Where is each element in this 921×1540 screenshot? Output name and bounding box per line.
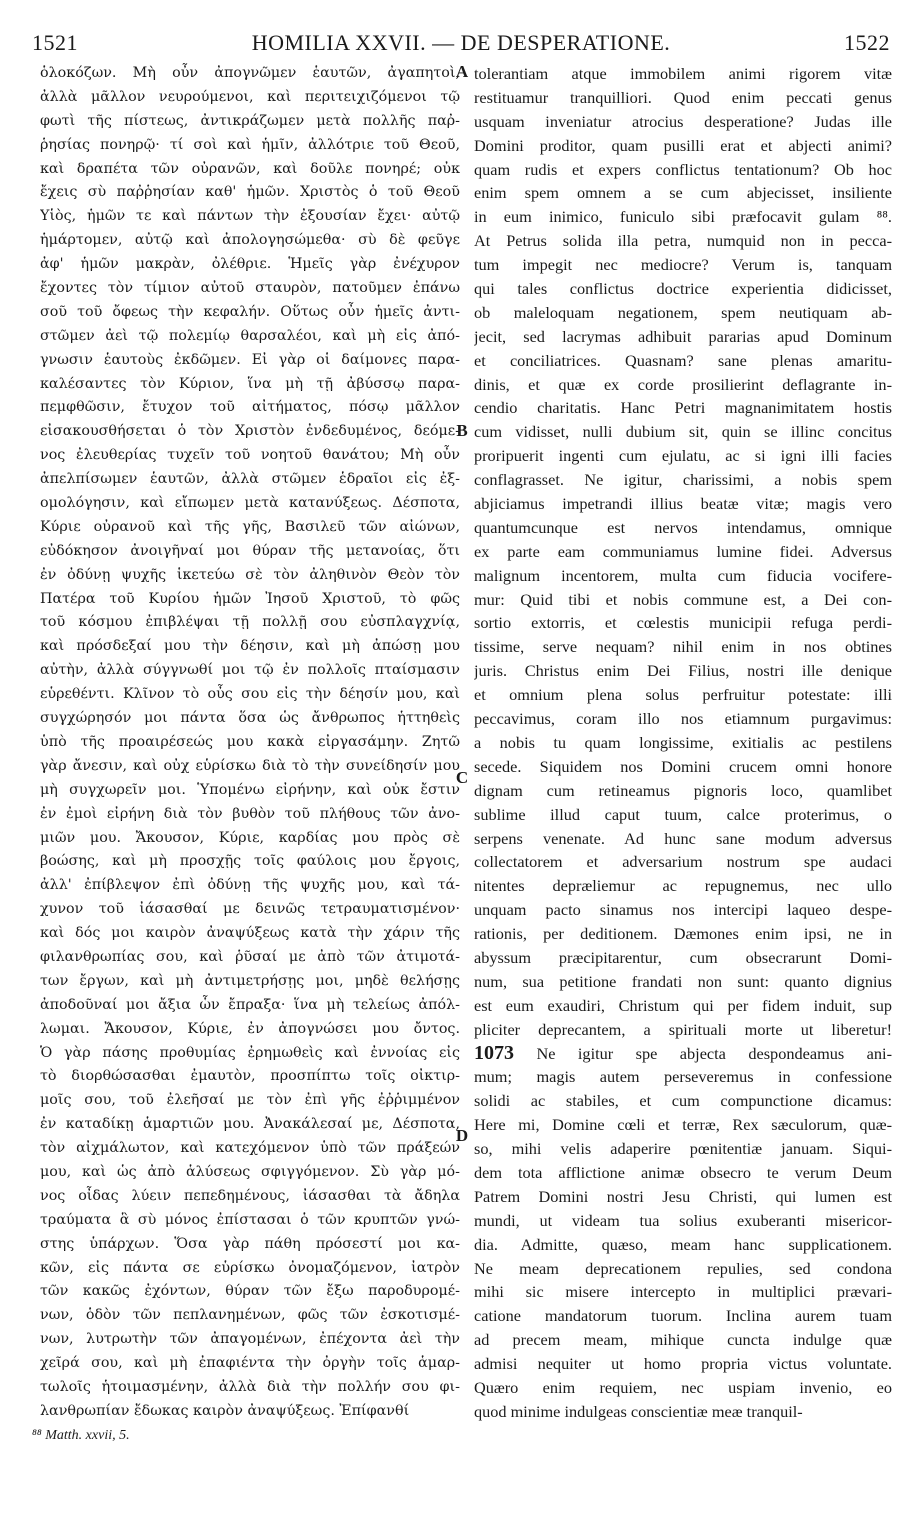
text-line: num, sua petitione frandati non sunt: quanto dignius bbox=[474, 971, 892, 991]
text-line: admisi nequiter ut homo propria victus voluntate. bbox=[474, 1354, 892, 1374]
text-line: tissime, serve nequam? nihil enim in nos obtines bbox=[474, 637, 892, 657]
text-line: σοῦ τοῦ ὄφεως τὴν κεφαλήν. Οὕτως οὖν ἡμεῖς ἀντι- bbox=[40, 303, 460, 320]
text-line: Patrem Domini nostri Jesu Christi, qui lumen est bbox=[474, 1186, 892, 1206]
text-line: ἔχεις σὺ παῤῥησίαν καθ' ἡμῶν. Χριστὸς ὁ τοῦ Θεοῦ bbox=[40, 184, 460, 201]
text-line: unquam pacto sinamus nos intercipi laqueo despe- bbox=[474, 900, 892, 920]
text-line: ἐν καταδίκῃ ἁμαρτιῶν μου. Ἀνακάλεσαί με, Δέσποτα, bbox=[40, 1116, 460, 1133]
text-line: αὐτὴν, ἀλλὰ σύγγνωθί μοι τῷ ἐν πολλοῖς πταίσμασιν bbox=[40, 662, 460, 679]
text-line: proripuerit ingenti cum ejulatu, ac si igni illi facies bbox=[474, 446, 892, 466]
text-line: Υἱὸς, ἡμῶν τε καὶ πάντων τὴν ἐξουσίαν ἔχει· αὐτῷ bbox=[40, 208, 460, 225]
text-line: συγχώρησόν μοι πάντα ὅσα ὡς ἄνθρωπος ἡττηθεὶς bbox=[40, 710, 460, 727]
text-line: των ἔργων, καὶ μὴ ἀντιμετρήσῃς μοι, μηδὲ θελήσῃς bbox=[40, 972, 460, 989]
text-line: καὶ δραπέτα τῶν οὐρανῶν, καὶ δοῦλε πονηρέ; οὐκ bbox=[40, 160, 460, 177]
text-line: τωλοῖς ἡτοιμασμένην, ἀλλὰ διὰ τὴν πολλήν σου φι- bbox=[40, 1378, 460, 1395]
text-line: ἀλλ' ἐπίβλεψον ἐπὶ ὀδύνῃ τῆς ψυχῆς μου, καὶ τά- bbox=[40, 877, 460, 894]
text-line: collectatorem et adversarium nostrum spe audaci bbox=[474, 852, 892, 872]
margin-letter-a: A bbox=[455, 62, 469, 81]
text-line: restituamur tranquilliori. Quod enim peccati genus bbox=[474, 87, 892, 107]
text-line: Ὁ γὰρ πάσης προθυμίας ἐρημωθεὶς καὶ ἐννοίας εἰς bbox=[40, 1044, 460, 1061]
text-line: quam rudis et expers conflictus tentationum? Ob hoc bbox=[474, 159, 892, 179]
text-line: μιῶν μου. Ἄκουσον, Κύριε, καρδίας μου πρὸς σὲ bbox=[40, 829, 460, 846]
text-line: mum; magis autem perseveremus in confessione bbox=[474, 1067, 892, 1087]
text-line: ἀπελπίσωμεν ἑαυτῶν, ἀλλὰ στῶμεν ἑδραῖοι εἰς ἐξ- bbox=[40, 471, 460, 488]
text-line: dignam cum retineamus pignoris loco, quamlibet bbox=[474, 780, 892, 800]
text-line: ἐν ὀδύνῃ ψυχῆς ἱκετεύω σὲ τὸν ἀληθινὸν Θεὸν τὸν bbox=[40, 566, 460, 583]
text-line: καὶ δός μοι καιρὸν ἀναψύξεως κατὰ τὴν χάριν τῆς bbox=[40, 925, 460, 942]
text-line: peccavimus, coram illo nos etiamnum purgavimus: bbox=[474, 709, 892, 729]
text-line: et omnium plena solus perfruitur potestate: illi bbox=[474, 685, 892, 705]
text-line: καλέσαντες τὸν Κύριον, ἵνα μὴ τῇ ἀβύσσῳ παρα- bbox=[40, 375, 460, 392]
text-line: φιλανθρωπίας σου, καὶ ῥῦσαί με ἀπὸ τῶν ἀτιμοτά- bbox=[40, 948, 460, 965]
text-line: καὶ πρόσδεξαί μου τὴν δέησιν, καὶ μὴ ἀπώσῃ μου bbox=[40, 638, 460, 655]
text-line: quantumcunque est nervos intendamus, omnique bbox=[474, 517, 892, 537]
text-line: catione mandatorum tuorum. Inclina aurem tuam bbox=[474, 1306, 892, 1326]
text-line: dia. Admitte, quæso, meam hanc supplicationem. bbox=[474, 1234, 892, 1254]
text-line: secede. Siquidem nos Domini crucem omni honore bbox=[474, 756, 892, 776]
text-line: juris. Christus enim Dei Filius, nostri ille denique bbox=[474, 661, 892, 681]
text-line: Ne meam deprecationem repulies, sed condona bbox=[474, 1258, 892, 1278]
text-line: βοώσης, καὶ μὴ προσχῇς τοῖς φαύλοις μου ἔργοις, bbox=[40, 853, 460, 870]
text-line: cendio charitatis. Hanc Petri magnanimitatem hostis bbox=[474, 398, 892, 418]
text-line: εἰσακουσθήσεται ὁ τὸν Χριστὸν ἐνδεδυμένος, δεόμε- bbox=[40, 423, 460, 440]
text-line: χεῖρά σου, καὶ μὴ ἐπαφιέντα τὴν ὀργὴν τοῖς ἁμαρ- bbox=[40, 1355, 460, 1372]
text-line: ῥησίας πονηρῷ· τί σοὶ καὶ ἡμῖν, ἀλλότριε τοῦ Θεοῦ, bbox=[40, 136, 460, 153]
text-line: τὸν αἰχμάλωτον, καὶ κατεχόμενον ὑπὸ τῶν πράξεών bbox=[40, 1140, 460, 1157]
text-line: κῶν, εἰς πάντα σε εὑρίσκω ὀνομαζόμενον, ἰατρὸν bbox=[40, 1259, 460, 1276]
text-line: ex parte eam communiamus lumine fidei. Adversus bbox=[474, 541, 892, 561]
text-line: νος ἐλευθερίας τυχεῖν τοῦ νοητοῦ θανάτου; Μὴ οὖν bbox=[40, 447, 460, 464]
text-line: usquam inveniatur atrocius desperatione? Judas ille bbox=[474, 111, 892, 131]
text-line: γὰρ ἄνεσιν, καὶ οὐχ εὑρίσκω διὰ τὸ τὴν συνείδησίν μου bbox=[40, 757, 460, 774]
text-line: γνωσιν ἑαυτοὺς ἐκδῶμεν. Εἰ γὰρ οἱ δαίμονες παρα- bbox=[40, 351, 460, 368]
column-number: 1073 bbox=[474, 1041, 514, 1064]
text-line: nitentes depræliemur ac repugnemus, nec ullo bbox=[474, 876, 892, 896]
text-line: mur: Quid tibi et nobis commune est, a Dei con- bbox=[474, 589, 892, 609]
margin-letter-c: C bbox=[455, 768, 469, 787]
greek-column bbox=[40, 62, 460, 1424]
margin-letter-b: B bbox=[456, 421, 468, 440]
text-line: 1073 Ne igitur spe abjecta despondeamus ani- bbox=[474, 1041, 892, 1064]
text-line: malignum incentorem, multa cum fiducia vocifere- bbox=[474, 565, 892, 585]
text-line: τὸ διορθώσασθαι ἐμαυτὸν, προσπίπτω τοῖς οἰκτιρ- bbox=[40, 1068, 460, 1085]
text-line: μου, καὶ ὡς ἀπὸ ἁλύσεως σφιγγόμενον. Σὺ γὰρ μό- bbox=[40, 1163, 460, 1180]
text-line: enim spem omnem a se cum abjecisset, insiliente bbox=[474, 183, 892, 203]
text-line: abyssum præcipitarentur, cum obsecrarunt Domi- bbox=[474, 947, 892, 967]
text-line: ob maleloquam negationem, spem neutiquam ab- bbox=[474, 302, 892, 322]
text-line: cum vidisset, nulli dubium sit, quin se illinc concitus bbox=[474, 422, 892, 442]
text-line: ἀφ' ἡμῶν μακρὰν, ὀλέθριε. Ἡμεῖς γὰρ ἐνέχυρον bbox=[40, 256, 460, 273]
text-line: εὐδόκησον ἀνοιγῆναί μοι θύραν τῆς μετανοίας, ὅτι bbox=[40, 542, 460, 559]
text-line: ομολόγησιν, καὶ εἴπωμεν μετὰ κατανύξεως. Δέσποτα, bbox=[40, 495, 460, 512]
text-line: τῶν κακῶς ἐχόντων, θύραν τῶν ἔξω παροδυρομέ- bbox=[40, 1283, 460, 1300]
text-line: At Petrus solida illa petra, numquid non in pecca- bbox=[474, 231, 892, 251]
text-line: jecit, sed lacrymas adhibuit pararias apud Dominum bbox=[474, 326, 892, 346]
text-line: τραύματα ἃ σὺ μόνος ἐπίστασαι ὁ τῶν κρυπτῶν γνώ- bbox=[40, 1211, 460, 1228]
text-line: dinis, et quæ ex corde prosilierint deflagrante in- bbox=[474, 374, 892, 394]
text-line: εὑρεθέντι. Κλῖνον τὸ οὖς σου εἰς τὴν δέησίν μου, καὶ bbox=[40, 686, 460, 703]
text-line: rationis, per deditionem. Dæmones enim ipsi, ne in bbox=[474, 924, 892, 944]
text-line: et conciliatrices. Quasnam? sane plenas amaritu- bbox=[474, 350, 892, 370]
margin-letter-d: D bbox=[455, 1126, 469, 1145]
footnote: ⁸⁸ Matth. xxvii, 5. bbox=[32, 1428, 130, 1443]
text-line: dem tota afflictione animæ obsecro te verum Deum bbox=[474, 1162, 892, 1182]
text-line: ὑπὸ τῆς προαιρέσεώς μου κακὰ εἰργασάμην. Ζητῶ bbox=[40, 733, 460, 750]
text-line: so, mihi velis adaperire pœnitentiæ januam. Siqui- bbox=[474, 1139, 892, 1159]
text-line: στης ὑπάρχων. Ὅσα γὰρ πάθη πρόσεστί μοι κα- bbox=[40, 1235, 460, 1252]
text-line: solidi ac stabiles, et cum compunctione dicamus: bbox=[474, 1091, 892, 1111]
text-line: ἔχοντες τὸν τίμιον αὐτοῦ σταυρὸν, πατοῦμεν ἐπάνω bbox=[40, 280, 460, 297]
text-line: λανθρωπίαν ἔδωκας καιρὸν ἀναψύξεως. Ἐπίφανθί bbox=[40, 1402, 410, 1419]
text-line: μοῖς σου, τοῦ ἐλεῆσαί με τὸν ἐπὶ γῆς ἐῤῥιμμένον bbox=[40, 1092, 460, 1109]
text-line: est eum exaudiri, Christum qui per fidem induit, sup bbox=[474, 995, 892, 1015]
text-line: ἐν ἐμοὶ εἰρήνη διὰ τὸν βυθὸν τοῦ πλήθους τῶν ἀνο- bbox=[40, 805, 460, 822]
text-line: sortio extorris, et cœlestis municipii refuga perdi- bbox=[474, 613, 892, 633]
text-line: νων, λυτρωτὴν τῶν ἀπαγομένων, ἐπέχοντα ἀεὶ τὴν bbox=[40, 1331, 460, 1348]
text-line: in eum inimico, funiculo sibi præfocavit gulam ⁸⁸. bbox=[474, 207, 892, 227]
text-line: νων, ὁδὸν τῶν πεπλανημένων, φῶς τῶν ἐσκοτισμέ- bbox=[40, 1307, 460, 1324]
text-line: a nobis tu quam longissime, exitialis ac pestilens bbox=[474, 732, 892, 752]
text-line: abjiciamus impetrandi illius beatæ vitæ; magis vero bbox=[474, 494, 892, 514]
text-line: Quæro enim requiem, nec uspiam invenio, eo bbox=[474, 1377, 892, 1397]
text-line: Here mi, Domine cœli et terræ, Rex sæculorum, quæ- bbox=[474, 1115, 892, 1135]
text-line: mihi sic misere intercepto in multiplici prævari- bbox=[474, 1282, 892, 1302]
text-line: pliciter deprecantem, a spirituali morte ut liberetur! bbox=[474, 1019, 892, 1039]
text-line: tum impegit nec mediocre? Verum is, tanquam bbox=[474, 255, 892, 275]
text-line: μὴ συγχωρεῖν μοι. Ὑπομένω εἰρήνην, καὶ οὐκ ἔστιν bbox=[40, 781, 460, 798]
text-line: στῶμεν ἀεὶ τῷ πολεμίῳ θαρσαλέοι, καὶ μὴ εἰς ἀπό- bbox=[40, 327, 460, 344]
text-line: πεμφθῶσιν, ἔτυχον τοῦ αἰτήματος, πόσῳ μᾶλλον bbox=[40, 399, 460, 416]
text-line: serpens venenate. Ad hunc sane modum adversus bbox=[474, 828, 892, 848]
text-line: mundi, ut videam tua solius exuberanti misericor- bbox=[474, 1210, 892, 1230]
text-line: ἀποδοῦναί μοι ἄξια ὧν ἔπραξα· ἵνα μὴ τελείως ἀπόλ- bbox=[40, 996, 460, 1013]
text-line: Κύριε οὐρανοῦ καὶ τῆς γῆς, Βασιλεῦ τῶν αἰώνων, bbox=[40, 518, 460, 535]
text-line: ὁλοκόζων. Μὴ οὖν ἀπογνῶμεν ἑαυτῶν, ἀγαπητοὶ, bbox=[40, 65, 460, 81]
text-line: quod minime indulgeas conscientiæ meæ tranquil- bbox=[474, 1401, 803, 1421]
text-line: qui tales conflictus doctrice experientia didicisset, bbox=[474, 279, 892, 299]
text-line: τοῦ κόσμου ἐπιβλέψαι τῇ πολλῇ σου εὐσπλαγχνίᾳ, bbox=[40, 614, 460, 631]
text-line: conflagrasset. Ne igitur, charissimi, a nobis spem bbox=[474, 470, 892, 490]
text-line: λωμαι. Ἄκουσον, Κύριε, ἐν ἀπογνώσει μου ὄντος. bbox=[40, 1020, 460, 1037]
text-line: φωτὶ τῆς πίστεως, ἀντικράζωμεν μετὰ πολλῆς παῤ- bbox=[40, 112, 460, 129]
text-line: sublime illud caput tuum, calce proterimus, o bbox=[474, 804, 892, 824]
page-number-right: 1522 bbox=[844, 30, 890, 55]
text-line: tolerantiam atque immobilem animi rigorem vitæ bbox=[474, 64, 892, 83]
page-number-left: 1521 bbox=[32, 30, 78, 55]
text-line: Domini proditor, quam pusilli erat et abjecti animi? bbox=[474, 135, 892, 155]
running-title: HOMILIA XXVII. — DE DESPERATIONE. bbox=[251, 30, 671, 55]
latin-column bbox=[474, 62, 892, 1424]
text-line: ἀλλὰ μᾶλλον νευρούμενοι, καὶ περιτειχιζόμενοι τῷ bbox=[40, 88, 460, 105]
text-line: ad precem meam, mihique cuncta indulge quæ bbox=[474, 1330, 892, 1350]
page-header bbox=[32, 30, 890, 58]
text-line: ἡμάρτομεν, αὐτῷ καὶ ἀπολογησώμεθα· σὺ δὲ φεῦγε bbox=[40, 232, 460, 249]
text-line: νος οἶδας λύειν πεπεδημένους, ἰάσασθαι τὰ ἄδηλα bbox=[40, 1187, 460, 1204]
text-line: Πατέρα τοῦ Κυρίου ἡμῶν Ἰησοῦ Χριστοῦ, τὸ φῶς bbox=[40, 590, 460, 607]
text-line: χυνον τοῦ ἰάσασθαί με δεινῶς τετραυματισμένον· bbox=[40, 901, 460, 918]
